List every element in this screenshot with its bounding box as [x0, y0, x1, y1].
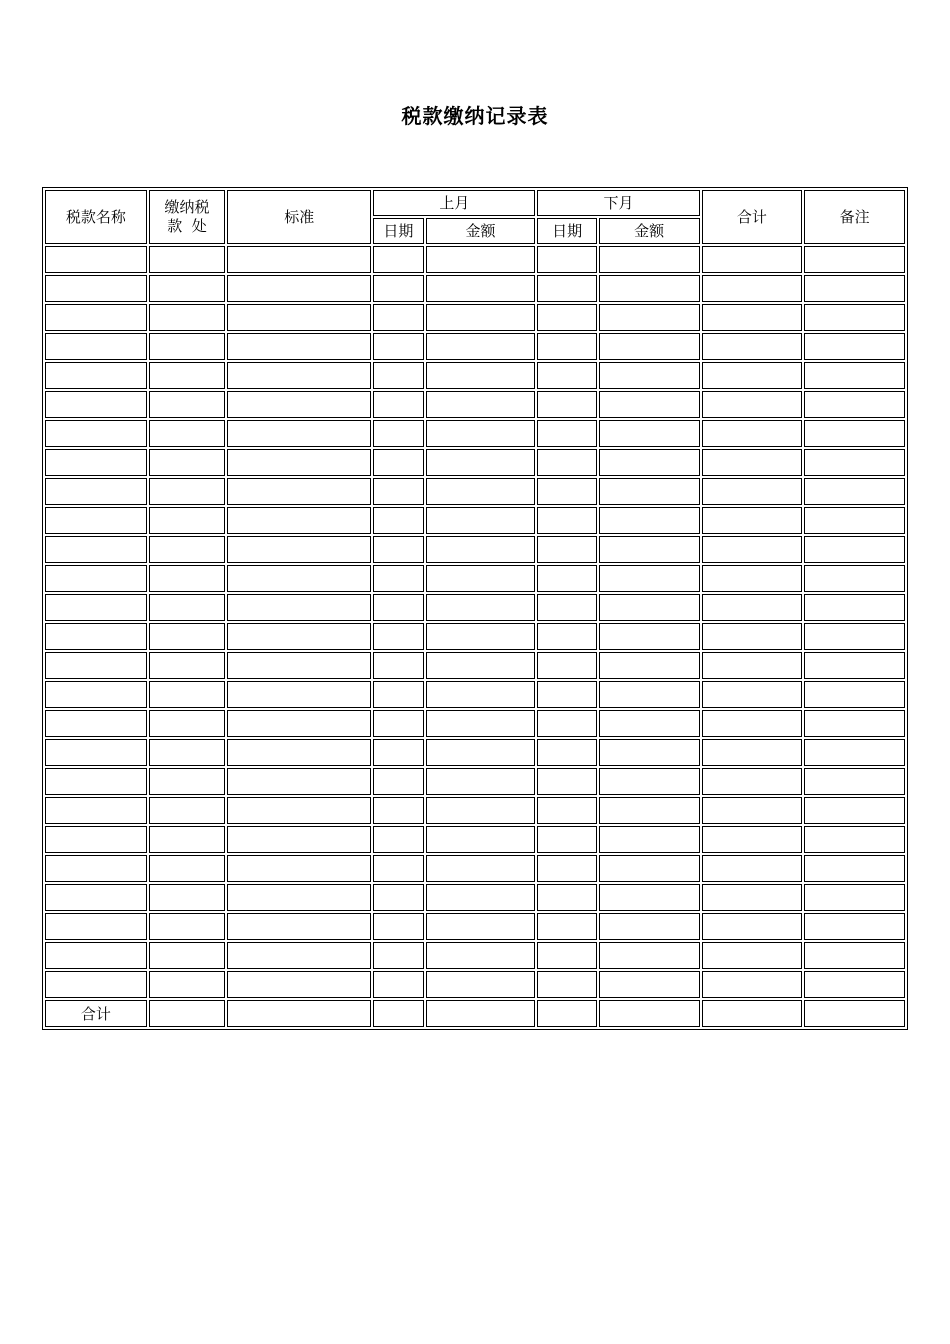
table-cell[interactable]	[149, 275, 226, 302]
table-row	[45, 739, 905, 766]
table-row	[45, 797, 905, 824]
table-cell[interactable]	[149, 681, 226, 708]
table-cell[interactable]	[45, 826, 147, 853]
header-last-month: 上月	[373, 190, 535, 216]
tax-payment-table	[42, 187, 908, 1030]
table-cell[interactable]	[45, 913, 147, 940]
table-cell[interactable]	[227, 971, 371, 998]
table-cell[interactable]	[537, 594, 596, 621]
table-cell[interactable]	[537, 710, 596, 737]
table-cell[interactable]	[373, 623, 423, 650]
table-cell[interactable]	[599, 652, 700, 679]
table-cell[interactable]	[373, 449, 423, 476]
table-cell[interactable]	[426, 710, 536, 737]
table-cell[interactable]	[702, 884, 803, 911]
table-cell[interactable]	[702, 652, 803, 679]
header-tax-name: 税款名称	[45, 190, 147, 244]
table-cell[interactable]	[149, 855, 226, 882]
table-cell[interactable]	[702, 275, 803, 302]
table-cell[interactable]	[227, 652, 371, 679]
table-cell[interactable]	[373, 275, 423, 302]
table-cell[interactable]	[227, 826, 371, 853]
table-cell[interactable]	[599, 478, 700, 505]
table-cell[interactable]	[804, 623, 905, 650]
table-cell[interactable]	[373, 420, 423, 447]
table-row	[45, 478, 905, 505]
table-row	[45, 623, 905, 650]
table-cell[interactable]	[702, 594, 803, 621]
table-cell[interactable]	[227, 478, 371, 505]
table-cell[interactable]	[45, 623, 147, 650]
table-cell[interactable]	[426, 478, 536, 505]
table-cell[interactable]	[804, 913, 905, 940]
table-cell[interactable]	[227, 942, 371, 969]
table-cell[interactable]	[804, 536, 905, 563]
table-cell[interactable]	[804, 739, 905, 766]
table-cell[interactable]	[537, 768, 596, 795]
table-cell[interactable]	[702, 768, 803, 795]
table-cell[interactable]	[702, 536, 803, 563]
table-row	[45, 420, 905, 447]
table-cell[interactable]	[45, 681, 147, 708]
table-cell[interactable]	[537, 536, 596, 563]
table-cell[interactable]	[537, 304, 596, 331]
table-cell[interactable]	[537, 913, 596, 940]
table-cell[interactable]	[702, 855, 803, 882]
total-row	[45, 1000, 905, 1027]
table-cell[interactable]	[149, 391, 226, 418]
table-cell[interactable]	[804, 826, 905, 853]
table-cell[interactable]	[149, 884, 226, 911]
table-cell[interactable]	[804, 971, 905, 998]
table-row	[45, 362, 905, 389]
table-cell[interactable]	[227, 304, 371, 331]
table-cell[interactable]	[702, 913, 803, 940]
table-cell[interactable]	[702, 391, 803, 418]
table-cell[interactable]	[702, 507, 803, 534]
total-row-cell[interactable]	[702, 1000, 803, 1027]
table-cell[interactable]	[227, 855, 371, 882]
table-cell[interactable]	[426, 942, 536, 969]
table-cell[interactable]	[804, 420, 905, 447]
table-row	[45, 449, 905, 476]
table-cell[interactable]	[227, 884, 371, 911]
table-cell[interactable]	[45, 594, 147, 621]
table-cell[interactable]	[45, 739, 147, 766]
table-cell[interactable]	[537, 797, 596, 824]
table-cell[interactable]	[149, 739, 226, 766]
table-cell[interactable]	[537, 478, 596, 505]
table-cell[interactable]	[426, 884, 536, 911]
total-row-cell[interactable]	[227, 1000, 371, 1027]
table-cell[interactable]	[702, 333, 803, 360]
table-cell[interactable]	[373, 333, 423, 360]
table-row	[45, 304, 905, 331]
table-cell[interactable]	[149, 594, 226, 621]
table-cell[interactable]	[45, 942, 147, 969]
table-cell[interactable]	[537, 420, 596, 447]
table-cell[interactable]	[227, 913, 371, 940]
table-cell[interactable]	[45, 420, 147, 447]
table-cell[interactable]	[373, 855, 423, 882]
header-last-month-date: 日期	[373, 218, 423, 244]
header-remarks: 备注	[804, 190, 905, 244]
table-cell[interactable]	[45, 971, 147, 998]
table-cell[interactable]	[426, 826, 536, 853]
table-row	[45, 507, 905, 534]
table-row	[45, 652, 905, 679]
table-cell[interactable]	[702, 246, 803, 273]
table-cell[interactable]	[804, 565, 905, 592]
table-cell[interactable]	[426, 768, 536, 795]
table-cell[interactable]	[537, 275, 596, 302]
table-row	[45, 971, 905, 998]
table-cell[interactable]	[227, 391, 371, 418]
table-cell[interactable]	[599, 913, 700, 940]
table-cell[interactable]	[227, 507, 371, 534]
table-cell[interactable]	[804, 449, 905, 476]
table-cell[interactable]	[426, 362, 536, 389]
table-cell[interactable]	[227, 594, 371, 621]
total-row-cell[interactable]	[149, 1000, 226, 1027]
table-cell[interactable]	[149, 913, 226, 940]
table-cell[interactable]	[804, 681, 905, 708]
header-last-month-amount: 金额	[426, 218, 536, 244]
total-row-label: 合计	[45, 1000, 147, 1027]
table-cell[interactable]	[702, 478, 803, 505]
table-row	[45, 884, 905, 911]
header-standard: 标准	[227, 190, 371, 244]
table-row	[45, 710, 905, 737]
table-cell[interactable]	[373, 478, 423, 505]
table-cell[interactable]	[702, 739, 803, 766]
header-total: 合计	[702, 190, 803, 244]
table-cell[interactable]	[227, 565, 371, 592]
table-cell[interactable]	[426, 797, 536, 824]
table-cell[interactable]	[426, 739, 536, 766]
table-row	[45, 391, 905, 418]
table-cell[interactable]	[227, 536, 371, 563]
table-cell[interactable]	[227, 449, 371, 476]
table-cell[interactable]	[426, 420, 536, 447]
table-cell[interactable]	[149, 333, 226, 360]
table-cell[interactable]	[45, 652, 147, 679]
table-cell[interactable]	[537, 333, 596, 360]
table-cell[interactable]	[149, 420, 226, 447]
table-cell[interactable]	[45, 391, 147, 418]
table-cell[interactable]	[537, 942, 596, 969]
table-cell[interactable]	[804, 768, 905, 795]
table-cell[interactable]	[426, 565, 536, 592]
table-cell[interactable]	[426, 536, 536, 563]
total-row-cell[interactable]	[426, 1000, 536, 1027]
table-cell[interactable]	[599, 536, 700, 563]
table-cell[interactable]	[426, 594, 536, 621]
header-payment-place-line2: 款 处	[167, 217, 207, 235]
table-cell[interactable]	[537, 623, 596, 650]
table-cell[interactable]	[537, 971, 596, 998]
table-cell[interactable]	[537, 855, 596, 882]
header-payment-place-line1: 缴纳税	[164, 198, 210, 216]
table-cell[interactable]	[45, 768, 147, 795]
table-row	[45, 246, 905, 273]
table-cell[interactable]	[702, 623, 803, 650]
table-cell[interactable]	[426, 855, 536, 882]
header-next-month: 下月	[537, 190, 699, 216]
table-cell[interactable]	[373, 536, 423, 563]
table-cell[interactable]	[537, 507, 596, 534]
table-cell[interactable]	[804, 478, 905, 505]
table-cell[interactable]	[426, 333, 536, 360]
table-cell[interactable]	[599, 623, 700, 650]
table-cell[interactable]	[599, 275, 700, 302]
table-row	[45, 594, 905, 621]
table-cell[interactable]	[149, 362, 226, 389]
table-cell[interactable]	[373, 304, 423, 331]
table-cell[interactable]	[702, 449, 803, 476]
total-row-cell[interactable]	[373, 1000, 423, 1027]
table-cell[interactable]	[426, 449, 536, 476]
table-cell[interactable]	[227, 710, 371, 737]
table-cell[interactable]	[702, 565, 803, 592]
table-cell[interactable]	[804, 884, 905, 911]
table-cell[interactable]	[804, 652, 905, 679]
table-body	[45, 246, 905, 1027]
table-cell[interactable]	[599, 594, 700, 621]
table-cell[interactable]	[804, 942, 905, 969]
table-cell[interactable]	[149, 623, 226, 650]
table-cell[interactable]	[702, 797, 803, 824]
table-cell[interactable]	[804, 246, 905, 273]
table-cell[interactable]	[373, 246, 423, 273]
total-row-cell[interactable]	[804, 1000, 905, 1027]
table-cell[interactable]	[702, 971, 803, 998]
header-row-1	[45, 190, 905, 216]
table-cell[interactable]	[537, 449, 596, 476]
table-cell[interactable]	[373, 362, 423, 389]
table-row	[45, 768, 905, 795]
table-cell[interactable]	[45, 362, 147, 389]
table-cell[interactable]	[149, 304, 226, 331]
header-next-month-date: 日期	[537, 218, 596, 244]
table-cell[interactable]	[373, 739, 423, 766]
table-cell[interactable]	[599, 826, 700, 853]
table-cell[interactable]	[537, 826, 596, 853]
table-cell[interactable]	[149, 942, 226, 969]
table-cell[interactable]	[537, 681, 596, 708]
table-cell[interactable]	[45, 507, 147, 534]
table-cell[interactable]	[537, 565, 596, 592]
table-cell[interactable]	[45, 565, 147, 592]
table-cell[interactable]	[149, 507, 226, 534]
table-row	[45, 942, 905, 969]
table-row	[45, 275, 905, 302]
table-cell[interactable]	[373, 594, 423, 621]
table-cell[interactable]	[45, 855, 147, 882]
table-cell[interactable]	[599, 420, 700, 447]
table-row	[45, 333, 905, 360]
header-payment-place	[149, 190, 226, 244]
table-cell[interactable]	[702, 942, 803, 969]
table-cell[interactable]	[537, 652, 596, 679]
table-cell[interactable]	[537, 884, 596, 911]
table-cell[interactable]	[45, 333, 147, 360]
table-row	[45, 565, 905, 592]
table-cell[interactable]	[45, 304, 147, 331]
table-cell[interactable]	[45, 478, 147, 505]
table-cell[interactable]	[537, 391, 596, 418]
table-cell[interactable]	[149, 768, 226, 795]
table-cell[interactable]	[599, 565, 700, 592]
table-cell[interactable]	[149, 710, 226, 737]
table-cell[interactable]	[227, 681, 371, 708]
table-cell[interactable]	[149, 449, 226, 476]
table-cell[interactable]	[227, 362, 371, 389]
table-cell[interactable]	[599, 855, 700, 882]
table-cell[interactable]	[373, 681, 423, 708]
table-cell[interactable]	[599, 971, 700, 998]
table-cell[interactable]	[45, 246, 147, 273]
table-cell[interactable]	[599, 507, 700, 534]
table-cell[interactable]	[426, 623, 536, 650]
table-cell[interactable]	[227, 739, 371, 766]
table-cell[interactable]	[45, 536, 147, 563]
table-cell[interactable]	[373, 971, 423, 998]
table-cell[interactable]	[227, 333, 371, 360]
table-cell[interactable]	[227, 768, 371, 795]
table-row	[45, 855, 905, 882]
table-cell[interactable]	[599, 333, 700, 360]
table-cell[interactable]	[804, 594, 905, 621]
table-cell[interactable]	[426, 652, 536, 679]
total-row-cell[interactable]	[537, 1000, 596, 1027]
table-cell[interactable]	[373, 710, 423, 737]
table-cell[interactable]	[373, 797, 423, 824]
table-cell[interactable]	[804, 275, 905, 302]
table-cell[interactable]	[149, 971, 226, 998]
table-cell[interactable]	[804, 797, 905, 824]
total-row-cell[interactable]	[599, 1000, 700, 1027]
table-row	[45, 681, 905, 708]
table-cell[interactable]	[599, 884, 700, 911]
table-row	[45, 913, 905, 940]
table-cell[interactable]	[599, 391, 700, 418]
table-row	[45, 536, 905, 563]
table-cell[interactable]	[426, 971, 536, 998]
table-cell[interactable]	[426, 246, 536, 273]
table-cell[interactable]	[373, 826, 423, 853]
table-cell[interactable]	[45, 797, 147, 824]
table-cell[interactable]	[426, 913, 536, 940]
table-cell[interactable]	[804, 507, 905, 534]
table-cell[interactable]	[149, 536, 226, 563]
header-next-month-amount: 金额	[599, 218, 700, 244]
table-cell[interactable]	[599, 797, 700, 824]
table-cell[interactable]	[599, 304, 700, 331]
table-cell[interactable]	[373, 565, 423, 592]
table-cell[interactable]	[227, 275, 371, 302]
table-cell[interactable]	[149, 652, 226, 679]
table-cell[interactable]	[702, 681, 803, 708]
table-cell[interactable]	[426, 391, 536, 418]
table-cell[interactable]	[149, 478, 226, 505]
table-cell[interactable]	[537, 246, 596, 273]
table-cell[interactable]	[149, 565, 226, 592]
table-cell[interactable]	[426, 507, 536, 534]
table-cell[interactable]	[149, 797, 226, 824]
table-cell[interactable]	[537, 362, 596, 389]
table-cell[interactable]	[45, 710, 147, 737]
table-cell[interactable]	[702, 826, 803, 853]
table-cell[interactable]	[702, 420, 803, 447]
table-cell[interactable]	[804, 333, 905, 360]
table-cell[interactable]	[702, 362, 803, 389]
table-cell[interactable]	[373, 507, 423, 534]
table-cell[interactable]	[599, 246, 700, 273]
table-cell[interactable]	[804, 391, 905, 418]
table-cell[interactable]	[373, 391, 423, 418]
table-cell[interactable]	[804, 855, 905, 882]
table-cell[interactable]	[373, 942, 423, 969]
table-cell[interactable]	[373, 768, 423, 795]
table-cell[interactable]	[227, 420, 371, 447]
table-cell[interactable]	[599, 739, 700, 766]
table-cell[interactable]	[227, 246, 371, 273]
table-cell[interactable]	[804, 362, 905, 389]
table-row	[45, 826, 905, 853]
table-cell[interactable]	[45, 275, 147, 302]
table-cell[interactable]	[426, 275, 536, 302]
table-cell[interactable]	[804, 304, 905, 331]
table-cell[interactable]	[599, 942, 700, 969]
table-cell[interactable]	[599, 362, 700, 389]
table-cell[interactable]	[537, 739, 596, 766]
table-cell[interactable]	[373, 652, 423, 679]
table-cell[interactable]	[426, 681, 536, 708]
table-cell[interactable]	[227, 797, 371, 824]
table-cell[interactable]	[227, 623, 371, 650]
table-cell[interactable]	[702, 710, 803, 737]
table-cell[interactable]	[373, 913, 423, 940]
table-cell[interactable]	[599, 768, 700, 795]
table-cell[interactable]	[45, 449, 147, 476]
table-cell[interactable]	[45, 884, 147, 911]
table-cell[interactable]	[599, 681, 700, 708]
table-cell[interactable]	[426, 304, 536, 331]
table-cell[interactable]	[599, 449, 700, 476]
table-cell[interactable]	[149, 826, 226, 853]
table-cell[interactable]	[599, 710, 700, 737]
table-cell[interactable]	[804, 710, 905, 737]
table-cell[interactable]	[149, 246, 226, 273]
table-cell[interactable]	[702, 304, 803, 331]
page-title: 税款缴纳记录表	[401, 104, 549, 128]
tax-payment-table-container	[42, 187, 908, 1030]
table-cell[interactable]	[373, 884, 423, 911]
